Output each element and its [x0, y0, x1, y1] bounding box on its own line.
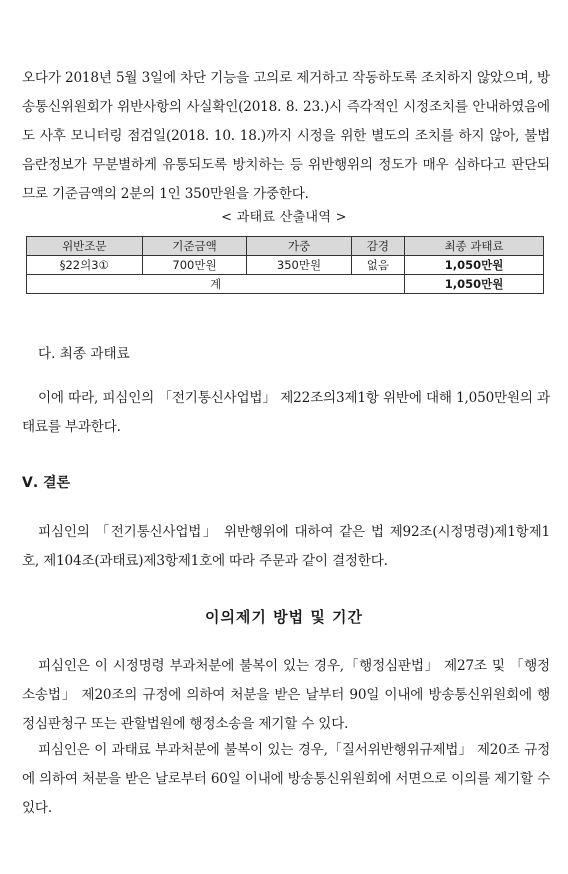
header-aggravation: 가중 [247, 237, 351, 256]
section-da-body: 이에 따라, 피심인의 「전기통신사업법」 제22조의3제1항 위반에 대해 1,050만원의 과태료를 부과한다. [22, 390, 550, 435]
header-base-amount: 기준금액 [142, 237, 247, 256]
header-violation-article: 위반조문 [27, 237, 143, 256]
total-value: 1,050만원 [405, 275, 544, 294]
table-total-row [27, 275, 544, 294]
section-v-heading: Ⅴ. 결론 [22, 475, 71, 491]
table-row [27, 256, 544, 275]
section-da-heading: 다. 최종 과태료 [38, 346, 130, 362]
section-v-body: 피심인의 「전기통신사업법」 위반행위에 대하여 같은 법 제92조(시정명령)제1항제1호, 제104조(과태료)제3항제1호에 따라 주문과 같이 결정한다. [22, 524, 550, 569]
cell-aggravation: 350만원 [247, 256, 351, 275]
cell-base-amount: 700만원 [142, 256, 247, 275]
cell-final-fine: 1,050만원 [405, 256, 544, 275]
appeal-paragraph-1: 피심인은 이 시정명령 부과처분에 불복이 있는 경우,「행정심판법」 제27조 및 「행정소송법」 제20조의 규정에 의하여 처분을 받은 날부터 90일 이내에 방송통신위원회에 행정심판청구 또는 관할법원에 행정소송을 제기할 수 있다. [22, 658, 550, 732]
appeal-title: 이의제기 방법 및 기간 [204, 608, 364, 626]
appeal-paragraph-2: 피심인은 이 과태료 부과처분에 불복이 있는 경우,「질서위반행위규제법」 제20조 규정에 의하여 처분을 받은 날로부터 60일 이내에 방송통신위원회에 서면으로 이의를 제기할 수 있다. [22, 742, 550, 816]
intro-paragraph: 오다가 2018년 5월 3일에 차단 기능을 고의로 제거하고 작동하도록 조치하지 않았으며, 방송통신위원회가 위반사항의 사실확인(2018. 8. 23.)시 즉각적인 시정조치를 안내하였음에도 사후 모니터링 점검일(2018. 10. 18.)까지 시정을 위한 별도의 조치를 하지 않아, 불법음란정보가 무분별하게 유통되도록 방치하는 등 위반행위의 정도가 매우 심하다고 판단되므로 기준금액의 2분의 1인 350만원을 가중한다. [22, 70, 550, 202]
cell-violation-article: §22의3① [27, 256, 143, 275]
table-header-row [27, 237, 544, 256]
header-final-fine: 최종 과태료 [405, 237, 544, 256]
fee-calculation-table [26, 236, 544, 294]
header-mitigation: 감경 [351, 237, 405, 256]
table-caption: < 과태료 산출내역 > [221, 210, 347, 225]
total-label: 계 [27, 275, 405, 294]
cell-mitigation: 없음 [351, 256, 405, 275]
